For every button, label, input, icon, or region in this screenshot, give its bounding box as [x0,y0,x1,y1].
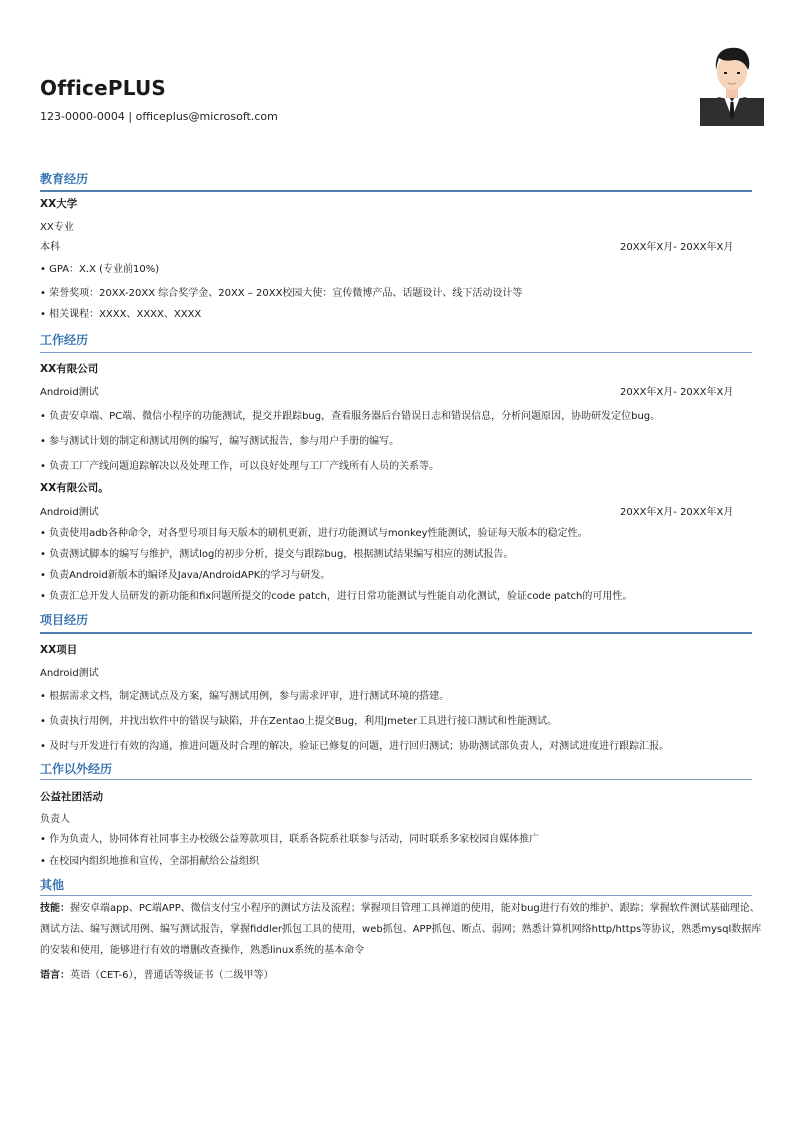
job-bullet: • 负责汇总开发人员研发的新功能和fix问题所提交的code patch，进行日常功能测试与性能自动化测试，验证code patch的可用性。 [40,591,633,602]
extra-bullet: • 在校园内组织地推和宣传，全部捐献给公益组织 [40,856,260,867]
section-divider [40,190,752,192]
section-title-extracurricular: 工作以外经历 [40,762,113,776]
company-name: XX有限公司 [40,363,99,375]
section-title-project: 项目经历 [40,613,89,627]
job-date: 20XX年X月- 20XX年X月 [620,387,734,398]
project-name: XX项目 [40,644,78,656]
job-bullet: • 负责工厂产线问题追踪解决以及处理工作，可以良好处理与工厂产线所有人员的关系等。 [40,461,440,472]
section-title-other: 其他 [40,878,65,892]
language-line [40,966,273,981]
degree: 本科 [40,242,60,253]
organization-role: 负责人 [40,814,70,825]
section-title-work: 工作经历 [40,333,89,347]
education-bullet: • GPA：X.X (专业前10%) [40,264,160,275]
skills-paragraph [40,898,762,961]
contact-info: 123-0000-0004 | officeplus@microsoft.com [40,110,278,123]
job-role: Android测试 [40,507,99,518]
skills-label: 技能： [40,903,70,914]
school-name: XX大学 [40,198,78,210]
organization-name: 公益社团活动 [40,791,103,803]
job-role: Android测试 [40,387,99,398]
company-name: XX有限公司。 [40,482,109,494]
section-divider [40,779,752,780]
project-role: Android测试 [40,668,99,679]
education-date: 20XX年X月- 20XX年X月 [620,242,734,253]
project-bullet: • 根据需求文档，制定测试点及方案，编写测试用例，参与需求评审，进行测试环境的搭建。 [40,691,450,702]
project-bullet: • 负责执行用例，并找出软件中的错误与缺陷，并在Zentao上提交Bug，利用Jmeter工具进行接口测试和性能测试。 [40,716,558,727]
job-date: 20XX年X月- 20XX年X月 [620,507,734,518]
major: XX专业 [40,222,74,233]
extra-bullet: • 作为负责人，协同体育社同事主办校级公益筹款项目，联系各院系社联参与活动，同时联系多家校园自媒体推广 [40,834,540,845]
job-bullet: • 负责安卓端、PC端、微信小程序的功能测试，提交并跟踪bug，查看服务器后台错误日志和错误信息，分析问题原因，协助研发定位bug。 [40,411,661,422]
section-divider [40,895,752,896]
language-text: 英语（CET-6），普通话等级证书（二级甲等） [70,970,274,981]
job-bullet: • 负责测试脚本的编写与维护，测试log的初步分析，提交与跟踪bug，根据测试结果编写相应的测试报告。 [40,549,514,560]
candidate-name: OfficePLUS [40,76,167,100]
section-title-education: 教育经历 [40,172,89,186]
project-bullet: • 及时与开发进行有效的沟通，推进问题及时合理的解决，验证已修复的问题，进行回归测试；协助测试部负责人，对测试进度进行跟踪汇报。 [40,741,670,752]
education-bullet: • 相关课程：XXXX、XXXX、XXXX [40,309,202,320]
avatar [700,40,764,126]
section-divider [40,352,752,353]
job-bullet: • 参与测试计划的制定和测试用例的编写，编写测试报告，参与用户手册的编写。 [40,436,400,447]
job-bullet: • 负责Android新版本的编译及Java/AndroidAPK的学习与研发。 [40,570,331,581]
language-label: 语言： [40,970,70,981]
section-divider [40,632,752,634]
education-bullet: • 荣誉奖项：20XX-20XX 综合奖学金、20XX – 20XX校园大使：宣传微博产品、话题设计、线下活动设计等 [40,288,523,299]
job-bullet: • 负责使用adb各种命令，对各型号项目每天版本的刷机更新，进行功能测试与monkey性能测试，验证每天版本的稳定性。 [40,528,588,539]
skills-text: 握安卓端app、PC端APP、微信支付宝小程序的测试方法及流程；掌握项目管理工具禅道的使用，能对bug进行有效的维护、跟踪；掌握软件测试基础理论、测试方法、编写测试用例、编写测试报告，掌握fiddler抓包工具的使用，web抓包、APP抓包、断点、弱网；熟悉计算机网络http/https等协议，熟悉mysql数据库的安装和使用，能够进行有效的增删改查操作，熟悉linux系统的基本命令 [40,903,762,956]
